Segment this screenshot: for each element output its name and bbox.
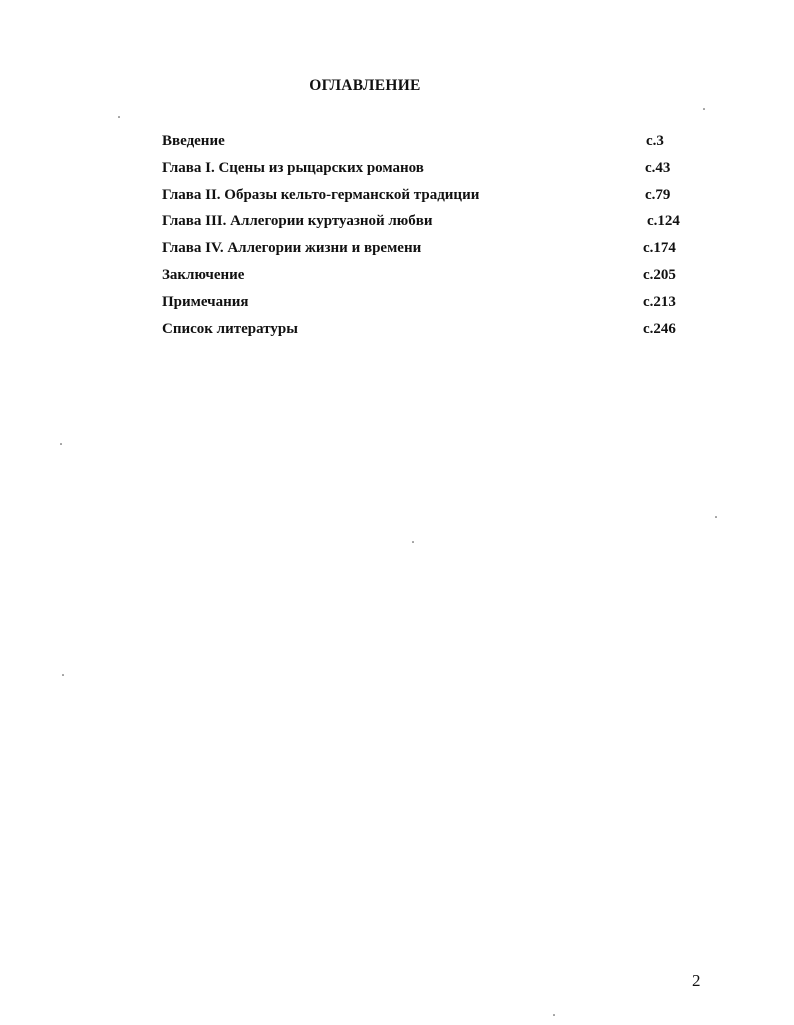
toc-entry-notes — [162, 292, 692, 319]
toc-entry-page: с.213 — [643, 293, 676, 310]
toc-entry-page: с.174 — [643, 240, 676, 257]
toc-entry-chapter-1 — [162, 158, 692, 185]
scan-speck — [60, 443, 62, 445]
toc-entry-page: с.79 — [645, 186, 671, 203]
toc-entry-label: Глава III. Аллегории куртуазной любви — [162, 213, 433, 230]
toc-entry-page: с.205 — [643, 266, 676, 283]
scan-speck — [703, 108, 705, 110]
toc-entry-label: Глава IV. Аллегории жизни и времени — [162, 240, 422, 257]
scan-speck — [412, 541, 414, 543]
toc-title: ОГЛАВЛЕНИЕ — [309, 77, 421, 94]
toc-entry-page: с.3 — [646, 133, 664, 149]
toc-entry-label: Список литературы — [162, 320, 298, 337]
toc-entry-label: Примечания — [162, 293, 249, 310]
toc-entry-label: Глава II. Образы кельто-германской традиции — [162, 186, 480, 203]
toc-entry-page: с.43 — [645, 159, 671, 176]
scan-speck — [62, 674, 64, 676]
scan-speck — [715, 516, 717, 518]
table-of-contents — [162, 131, 692, 345]
toc-entry-introduction — [162, 131, 692, 158]
scan-speck — [118, 116, 120, 118]
toc-entry-chapter-4 — [162, 238, 692, 265]
toc-entry-chapter-3 — [162, 211, 692, 238]
toc-entry-label: Глава I. Сцены из рыцарских романов — [162, 159, 424, 176]
toc-entry-page: с.246 — [643, 320, 676, 337]
toc-entry-conclusion — [162, 265, 692, 292]
toc-entry-bibliography — [162, 319, 692, 346]
scan-speck — [553, 1014, 555, 1016]
toc-entry-chapter-2 — [162, 185, 692, 212]
page-number: 2 — [692, 971, 701, 990]
toc-entry-label: Заключение — [162, 266, 245, 283]
toc-entry-page: с.124 — [647, 213, 680, 230]
toc-entry-label: Введение — [162, 133, 225, 149]
